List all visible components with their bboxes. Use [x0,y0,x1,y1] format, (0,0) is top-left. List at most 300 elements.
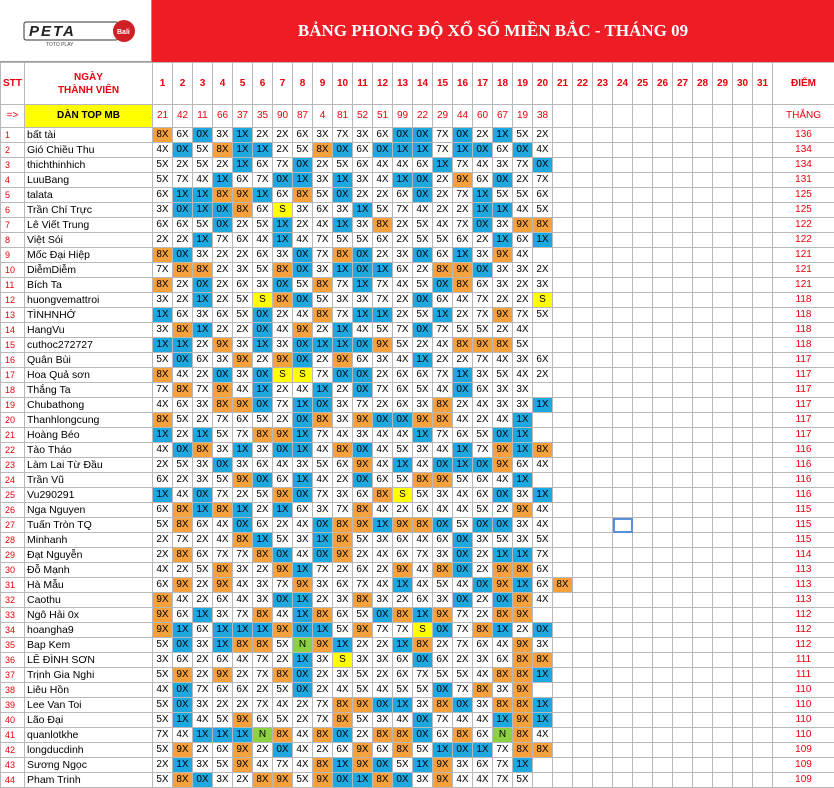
result-cell[interactable]: 9X [173,743,193,758]
result-cell[interactable]: 0X [293,623,313,638]
result-cell[interactable]: 9X [153,593,173,608]
member-score[interactable]: 117 [773,368,834,383]
result-cell[interactable] [613,188,633,203]
member-name[interactable]: Mốc Đại Hiệp [25,248,153,263]
result-cell[interactable]: 2X [293,698,313,713]
result-cell[interactable] [653,593,673,608]
result-cell[interactable] [573,128,593,143]
top-number-cell[interactable]: 22 [413,105,433,128]
result-cell[interactable]: 6X [513,458,533,473]
row-stt[interactable]: 7 [1,218,25,233]
result-cell[interactable] [633,713,653,728]
result-cell[interactable] [533,413,553,428]
result-cell[interactable] [753,713,773,728]
result-cell[interactable]: 6X [473,473,493,488]
result-cell[interactable] [713,353,733,368]
result-cell[interactable]: 7X [453,158,473,173]
result-cell[interactable]: 8X [193,263,213,278]
result-cell[interactable] [553,503,573,518]
result-cell[interactable] [573,503,593,518]
top-number-cell[interactable] [713,105,733,128]
result-cell[interactable] [713,203,733,218]
result-cell[interactable]: 2X [353,188,373,203]
result-cell[interactable] [693,668,713,683]
result-cell[interactable] [753,128,773,143]
member-score[interactable]: 118 [773,323,834,338]
result-cell[interactable]: 7X [313,368,333,383]
result-cell[interactable]: 8X [393,728,413,743]
result-cell[interactable]: 2X [353,728,373,743]
result-cell[interactable]: 1X [393,458,413,473]
result-cell[interactable]: 8X [353,503,373,518]
result-cell[interactable]: 8X [173,263,193,278]
result-cell[interactable]: 3X [493,683,513,698]
result-cell[interactable]: 2X [173,473,193,488]
result-cell[interactable]: 5X [473,503,493,518]
top-number-cell[interactable] [553,105,573,128]
result-cell[interactable] [613,578,633,593]
result-cell[interactable] [753,593,773,608]
day-header[interactable]: 7 [273,63,293,105]
result-cell[interactable] [733,653,753,668]
result-cell[interactable]: 5X [533,203,553,218]
result-cell[interactable] [673,383,693,398]
result-cell[interactable]: 4X [313,218,333,233]
result-cell[interactable]: 8X [253,773,273,788]
result-cell[interactable] [573,713,593,728]
result-cell[interactable]: 6X [193,518,213,533]
result-cell[interactable] [593,548,613,563]
result-cell[interactable] [713,323,733,338]
result-cell[interactable] [613,323,633,338]
result-cell[interactable]: 2X [313,743,333,758]
result-cell[interactable]: S [253,293,273,308]
result-cell[interactable]: 2X [473,128,493,143]
result-cell[interactable]: 7X [313,233,333,248]
result-cell[interactable] [753,278,773,293]
result-cell[interactable]: 4X [513,203,533,218]
result-cell[interactable]: 6X [513,233,533,248]
result-cell[interactable]: 0X [273,173,293,188]
result-cell[interactable]: 0X [313,548,333,563]
result-cell[interactable] [593,368,613,383]
row-stt[interactable]: 36 [1,653,25,668]
row-stt[interactable]: 38 [1,683,25,698]
result-cell[interactable]: 3X [233,263,253,278]
result-cell[interactable]: 8X [193,443,213,458]
result-cell[interactable]: 2X [273,308,293,323]
result-cell[interactable] [653,413,673,428]
day-header[interactable]: 21 [553,63,573,105]
result-cell[interactable] [553,428,573,443]
result-cell[interactable] [633,398,653,413]
result-cell[interactable]: 2X [413,263,433,278]
result-cell[interactable]: 8X [213,503,233,518]
result-cell[interactable] [613,743,633,758]
result-cell[interactable] [633,473,653,488]
result-cell[interactable] [573,353,593,368]
result-cell[interactable]: 7X [473,293,493,308]
result-cell[interactable]: 0X [413,128,433,143]
result-cell[interactable]: 6X [393,398,413,413]
result-cell[interactable]: 6X [413,368,433,383]
result-cell[interactable]: 6X [373,743,393,758]
result-cell[interactable] [613,728,633,743]
result-cell[interactable] [553,533,573,548]
result-cell[interactable]: 9X [173,668,193,683]
result-cell[interactable]: 0X [293,488,313,503]
result-cell[interactable]: 1X [513,443,533,458]
result-cell[interactable] [553,563,573,578]
member-score[interactable]: 121 [773,248,834,263]
result-cell[interactable] [573,698,593,713]
result-cell[interactable]: 8X [173,383,193,398]
result-cell[interactable]: 9X [153,608,173,623]
top-number-cell[interactable]: 21 [153,105,173,128]
result-cell[interactable]: 4X [453,503,473,518]
result-cell[interactable]: 5X [253,263,273,278]
result-cell[interactable]: 0X [173,143,193,158]
result-cell[interactable]: 1X [493,203,513,218]
result-cell[interactable]: 4X [253,758,273,773]
result-cell[interactable] [673,533,693,548]
result-cell[interactable] [713,593,733,608]
result-cell[interactable]: 3X [493,383,513,398]
result-cell[interactable]: 9X [233,353,253,368]
top-number-cell[interactable] [753,105,773,128]
result-cell[interactable]: 3X [473,368,493,383]
result-cell[interactable] [693,323,713,338]
result-cell[interactable] [593,173,613,188]
result-cell[interactable] [653,458,673,473]
row-stt[interactable]: 34 [1,623,25,638]
result-cell[interactable] [533,248,553,263]
result-cell[interactable]: 8X [393,608,413,623]
result-cell[interactable]: 0X [173,203,193,218]
result-cell[interactable] [553,413,573,428]
result-cell[interactable]: 2X [453,353,473,368]
result-cell[interactable] [573,443,593,458]
result-cell[interactable] [533,758,553,773]
result-cell[interactable]: 3X [493,158,513,173]
result-cell[interactable] [613,563,633,578]
result-cell[interactable] [653,518,673,533]
result-cell[interactable]: 4X [153,398,173,413]
result-cell[interactable]: 3X [533,278,553,293]
result-cell[interactable]: 1X [413,353,433,368]
result-cell[interactable]: 6X [533,188,553,203]
result-cell[interactable] [733,563,753,578]
result-cell[interactable]: 6X [153,473,173,488]
result-cell[interactable] [553,638,573,653]
result-cell[interactable]: 1X [453,248,473,263]
result-cell[interactable]: 7X [453,608,473,623]
result-cell[interactable] [633,218,653,233]
result-cell[interactable] [613,713,633,728]
result-cell[interactable]: 8X [333,713,353,728]
result-cell[interactable]: 6X [153,578,173,593]
result-cell[interactable] [533,608,553,623]
result-cell[interactable]: 4X [293,383,313,398]
result-cell[interactable]: 1X [293,593,313,608]
row-stt[interactable]: 41 [1,728,25,743]
result-cell[interactable]: 1X [153,308,173,323]
day-header[interactable]: 11 [353,63,373,105]
member-score[interactable]: 114 [773,548,834,563]
result-cell[interactable]: 0X [413,653,433,668]
member-name[interactable]: Lê Viết Trung [25,218,153,233]
day-header[interactable]: 5 [233,63,253,105]
result-cell[interactable]: 4X [393,428,413,443]
result-cell[interactable]: 3X [313,263,333,278]
result-cell[interactable]: 7X [393,323,413,338]
result-cell[interactable]: 1X [533,668,553,683]
result-cell[interactable] [673,158,693,173]
top-number-cell[interactable]: 99 [393,105,413,128]
result-cell[interactable]: 1X [393,143,413,158]
result-cell[interactable] [613,548,633,563]
row-stt[interactable]: 44 [1,773,25,788]
result-cell[interactable] [733,473,753,488]
result-cell[interactable]: 1X [173,758,193,773]
result-cell[interactable] [733,458,753,473]
result-cell[interactable] [553,353,573,368]
result-cell[interactable]: 4X [213,533,233,548]
member-name[interactable]: TÌNHNHỚ [25,308,153,323]
result-cell[interactable]: 2X [333,473,353,488]
result-cell[interactable] [593,623,613,638]
score-header[interactable]: ĐIỂM [773,63,834,105]
result-cell[interactable]: 6X [213,593,233,608]
result-cell[interactable]: 9X [333,353,353,368]
result-cell[interactable]: 3X [233,368,253,383]
result-cell[interactable]: 7X [333,278,353,293]
member-name[interactable]: Trần Chí Trực [25,203,153,218]
result-cell[interactable]: 2X [173,278,193,293]
result-cell[interactable]: 2X [453,203,473,218]
result-cell[interactable]: 7X [193,383,213,398]
result-cell[interactable]: 6X [353,353,373,368]
result-cell[interactable]: 2X [173,293,193,308]
result-cell[interactable] [593,458,613,473]
result-cell[interactable]: 5X [513,338,533,353]
member-score[interactable]: 115 [773,503,834,518]
result-cell[interactable] [693,728,713,743]
result-cell[interactable] [573,158,593,173]
result-cell[interactable]: 0X [453,128,473,143]
result-cell[interactable]: 1X [313,623,333,638]
result-cell[interactable] [753,263,773,278]
result-cell[interactable] [713,548,733,563]
result-cell[interactable]: 0X [353,263,373,278]
result-cell[interactable]: 8X [513,668,533,683]
member-score[interactable]: 112 [773,608,834,623]
result-cell[interactable] [753,368,773,383]
result-cell[interactable]: 5X [313,458,333,473]
result-cell[interactable]: 2X [293,218,313,233]
result-cell[interactable]: 0X [333,143,353,158]
day-header[interactable]: 29 [713,63,733,105]
result-cell[interactable]: 6X [533,578,553,593]
result-cell[interactable] [553,188,573,203]
result-cell[interactable]: 6X [153,218,173,233]
row-stt[interactable]: 31 [1,578,25,593]
result-cell[interactable]: 2X [213,263,233,278]
result-cell[interactable]: 5X [393,443,413,458]
result-cell[interactable]: 5X [433,233,453,248]
result-cell[interactable] [553,728,573,743]
result-cell[interactable] [673,203,693,218]
result-cell[interactable] [593,728,613,743]
result-cell[interactable] [573,563,593,578]
result-cell[interactable]: 4X [493,473,513,488]
result-cell[interactable]: 4X [393,353,413,368]
day-header[interactable]: 14 [413,63,433,105]
result-cell[interactable]: 8X [273,293,293,308]
result-cell[interactable] [633,353,653,368]
result-cell[interactable]: 9X [333,548,353,563]
result-cell[interactable]: 9X [213,338,233,353]
result-cell[interactable]: 1X [233,503,253,518]
result-cell[interactable] [733,548,753,563]
top-number-cell[interactable] [653,105,673,128]
result-cell[interactable]: 1X [413,608,433,623]
result-cell[interactable]: 4X [413,563,433,578]
result-cell[interactable]: 5X [153,743,173,758]
day-header[interactable]: 2 [173,63,193,105]
row-stt[interactable]: 18 [1,383,25,398]
result-cell[interactable]: 8X [273,263,293,278]
result-cell[interactable] [593,533,613,548]
result-cell[interactable]: 6X [173,308,193,323]
result-cell[interactable]: 2X [433,188,453,203]
row-stt[interactable]: 15 [1,338,25,353]
result-cell[interactable]: 8X [153,368,173,383]
arrow-cell[interactable]: => [1,105,25,128]
result-cell[interactable]: 4X [373,578,393,593]
result-cell[interactable]: 5X [153,353,173,368]
result-cell[interactable]: 0X [433,518,453,533]
result-cell[interactable]: 3X [473,698,493,713]
result-cell[interactable]: 3X [333,203,353,218]
result-cell[interactable] [713,128,733,143]
result-cell[interactable]: 7X [413,668,433,683]
result-cell[interactable] [653,278,673,293]
result-cell[interactable]: 7X [253,698,273,713]
result-cell[interactable]: 9X [233,743,253,758]
result-cell[interactable] [753,233,773,248]
result-cell[interactable]: 9X [353,758,373,773]
member-score[interactable]: 122 [773,218,834,233]
result-cell[interactable]: 7X [193,683,213,698]
result-cell[interactable]: 2X [253,743,273,758]
result-cell[interactable]: 2X [333,383,353,398]
result-cell[interactable] [753,608,773,623]
result-cell[interactable] [733,668,753,683]
result-cell[interactable]: 0X [473,143,493,158]
result-cell[interactable]: 3X [493,218,513,233]
row-stt[interactable]: 27 [1,518,25,533]
result-cell[interactable]: 8X [293,188,313,203]
result-cell[interactable] [713,533,733,548]
result-cell[interactable]: 3X [413,698,433,713]
result-cell[interactable] [653,743,673,758]
result-cell[interactable] [573,188,593,203]
result-cell[interactable]: 1X [433,743,453,758]
result-cell[interactable] [593,773,613,788]
result-cell[interactable]: 9X [233,398,253,413]
result-cell[interactable]: 2X [393,593,413,608]
result-cell[interactable]: 8X [233,203,253,218]
result-cell[interactable]: 2X [473,563,493,578]
result-cell[interactable]: 1X [233,158,253,173]
result-cell[interactable]: 3X [333,668,353,683]
member-name[interactable]: Đỗ Mạnh [25,563,153,578]
result-cell[interactable]: 3X [533,638,553,653]
result-cell[interactable] [593,428,613,443]
result-cell[interactable] [573,203,593,218]
result-cell[interactable]: 9X [353,743,373,758]
member-name[interactable]: Chubathong [25,398,153,413]
member-name[interactable]: Làm Lai Từ Đầu [25,458,153,473]
result-cell[interactable]: 7X [393,203,413,218]
result-cell[interactable] [753,203,773,218]
result-cell[interactable]: 5X [413,488,433,503]
result-cell[interactable] [593,503,613,518]
result-cell[interactable]: 1X [513,413,533,428]
row-stt[interactable]: 17 [1,368,25,383]
top-number-cell[interactable] [693,105,713,128]
row-stt[interactable]: 21 [1,428,25,443]
result-cell[interactable]: 9X [493,443,513,458]
result-cell[interactable] [693,518,713,533]
result-cell[interactable]: 9X [353,413,373,428]
result-cell[interactable]: 5X [493,533,513,548]
result-cell[interactable]: 8X [313,728,333,743]
result-cell[interactable]: 6X [473,488,493,503]
result-cell[interactable] [673,638,693,653]
result-cell[interactable]: 8X [533,443,553,458]
result-cell[interactable]: S [413,623,433,638]
result-cell[interactable]: 7X [373,383,393,398]
result-cell[interactable]: 2X [273,413,293,428]
result-cell[interactable]: 0X [373,608,393,623]
result-cell[interactable] [553,338,573,353]
result-cell[interactable]: 5X [353,668,373,683]
member-name[interactable]: quanlotkhe [25,728,153,743]
result-cell[interactable]: 5X [433,578,453,593]
result-cell[interactable] [653,623,673,638]
result-cell[interactable]: 7X [153,728,173,743]
result-cell[interactable]: 2X [193,338,213,353]
result-cell[interactable]: 3X [353,653,373,668]
result-cell[interactable] [673,293,693,308]
result-cell[interactable] [753,443,773,458]
result-cell[interactable]: 9X [353,623,373,638]
result-cell[interactable] [593,143,613,158]
result-cell[interactable]: 8X [273,728,293,743]
result-cell[interactable] [553,458,573,473]
result-cell[interactable] [753,578,773,593]
result-cell[interactable] [593,338,613,353]
result-cell[interactable]: 1X [193,428,213,443]
result-cell[interactable]: 3X [313,653,333,668]
result-cell[interactable] [553,698,573,713]
result-cell[interactable]: 2X [233,248,253,263]
result-cell[interactable] [633,458,653,473]
result-cell[interactable] [713,743,733,758]
result-cell[interactable] [733,713,753,728]
